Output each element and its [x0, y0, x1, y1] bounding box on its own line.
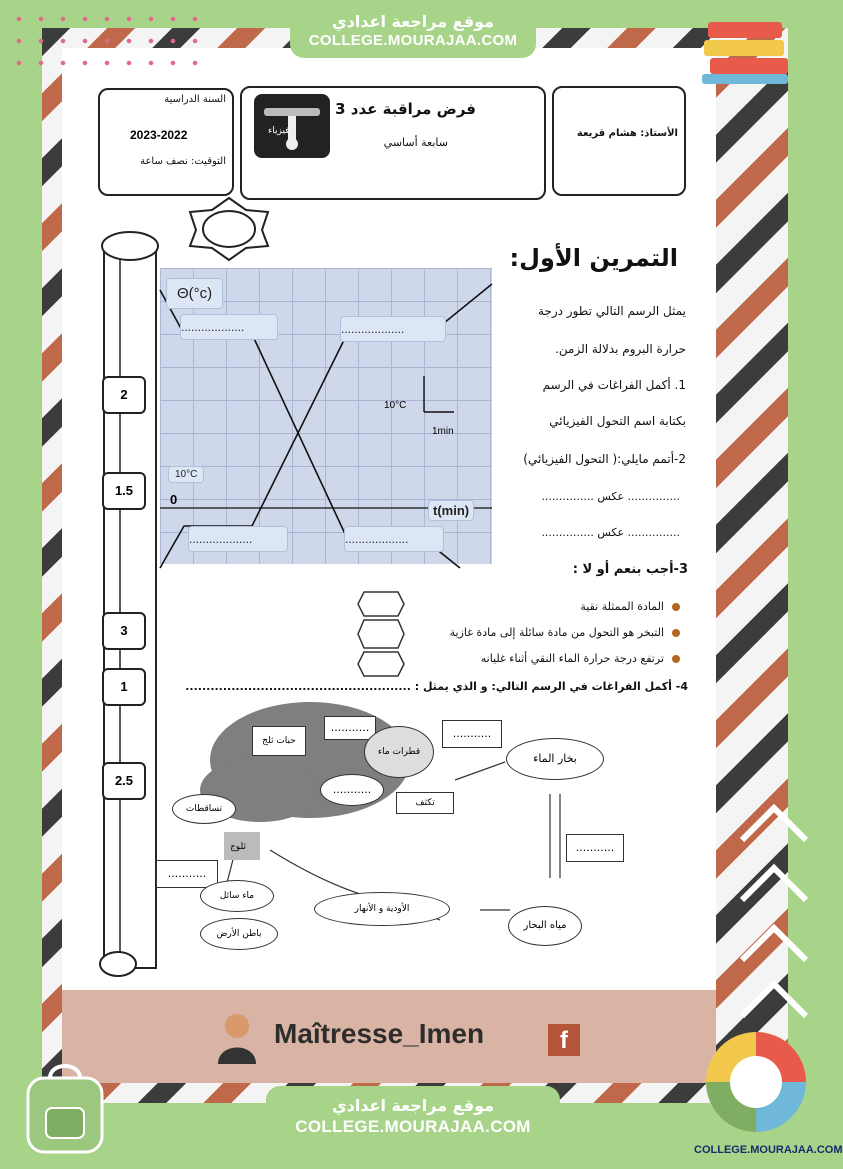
site-url-bottom: COLLEGE.MOURAJAA.COM — [295, 1117, 531, 1136]
duration: التوقيت: نصف ساعة — [140, 156, 226, 167]
score-badge-q3: 3 — [102, 612, 146, 650]
physics-icon — [254, 94, 330, 158]
cycle-blank-4[interactable]: ........... — [156, 860, 218, 888]
header-left-box — [98, 88, 234, 196]
origin-zero: 0 — [170, 492, 178, 507]
graph-blank-1[interactable]: ................... — [180, 314, 278, 340]
cycle-blank-5[interactable]: ........... — [566, 834, 624, 862]
q2-blank-1[interactable]: ............... عكس ............... — [541, 490, 680, 503]
cycle-condensation: تكثف — [396, 792, 454, 814]
scale-time: 1min — [432, 426, 454, 437]
q1-line-2: بكتابة اسم التحول الفيزيائي — [549, 414, 686, 428]
q1-line-1: 1. أكمل الفراغات في الرسم — [542, 378, 686, 392]
bullet-icon — [672, 655, 680, 663]
cycle-blank-1[interactable]: ........... — [324, 716, 376, 740]
score-badge-q2: 1.5 — [102, 472, 146, 510]
intro-line-1: يمثل الرسم التالي تطور درجة — [538, 304, 686, 318]
site-name: موقع مراجعة اعدادي — [331, 12, 495, 31]
q3-item-1-text: المادة الممثلة نقية — [580, 600, 664, 613]
cycle-sea-water: مياه البحار — [508, 906, 582, 946]
graph-blank-4[interactable]: ................... — [344, 526, 444, 552]
graph-blank-3[interactable]: ................... — [188, 526, 288, 552]
cycle-drops: قطرات ماء — [364, 726, 434, 778]
bullet-icon — [672, 629, 680, 637]
scale-unit: 10°C — [384, 400, 407, 411]
chevron-decor-icon — [732, 790, 816, 1020]
q3-item-2 — [450, 626, 680, 639]
cycle-blank-2[interactable]: ........... — [442, 720, 502, 748]
q3-answer-boxes[interactable] — [356, 588, 406, 680]
test-title: فرض مراقبة عدد 3 — [335, 100, 476, 118]
bottom-site-banner[interactable] — [266, 1086, 560, 1148]
temperature-graph — [160, 268, 492, 564]
q3-item-3-text: ترتفع درجة حرارة الماء النقي أثناء غليانه — [480, 652, 664, 665]
books-logo-icon — [700, 16, 796, 88]
cycle-blank-3[interactable]: ........... — [320, 774, 384, 806]
subject: فيزياء — [268, 126, 290, 136]
q3-item-2-text: التبخر هو التحول من مادة سائلة إلى مادة غازية — [449, 626, 664, 639]
footer-bar — [62, 990, 716, 1083]
cycle-snow: حبات ثلج — [252, 726, 306, 756]
decor-shield-icon — [186, 196, 272, 262]
backpack-icon — [18, 1060, 112, 1156]
graph-x-label: t(min) — [428, 500, 474, 521]
graph-blank-2[interactable]: ................... — [340, 316, 446, 342]
q4-label[interactable]: 4- أكمل الفراغات في الرسم التالي: و الذي يمثل : ...................................................... — [185, 680, 688, 693]
temp-tick: 10°C — [168, 466, 204, 483]
bullet-icon — [672, 603, 680, 611]
q3-label: 3-أجب بنعم أو لا : — [572, 562, 688, 577]
cycle-underground: باطن الأرض — [200, 918, 278, 950]
facebook-icon[interactable]: f — [548, 1024, 580, 1056]
header-right-box — [552, 86, 686, 196]
q2-label: 2-أتمم مايلي:( التحول الفيزيائي) — [523, 452, 686, 466]
top-site-banner[interactable] — [290, 6, 536, 58]
score-badge-q4: 2.5 — [102, 762, 146, 800]
level: سابعة أساسي — [383, 136, 448, 149]
cycle-vapor: بخار الماء — [506, 738, 604, 780]
intro-line-2: حرارة البروم بدلالة الزمن. — [555, 342, 686, 356]
brand-name: Maîtresse_Imen — [274, 1018, 485, 1049]
cycle-valleys-rivers: الأودية و الأنهار — [314, 892, 450, 926]
score-badge-q1: 2 — [102, 376, 146, 414]
header-title-box — [240, 86, 546, 200]
q3-item-1 — [580, 600, 680, 613]
score-badge-q3b: 1 — [102, 668, 146, 706]
water-cycle-diagram — [150, 700, 626, 960]
cycle-liquid-water: ماء سائل — [200, 880, 274, 912]
exercise-title: التمرين الأول: — [509, 244, 678, 272]
q3-item-3 — [481, 652, 680, 665]
college-circle-logo-icon — [696, 1024, 820, 1136]
site-name-bottom: موقع مراجعة اعدادي — [331, 1096, 495, 1115]
site-url: COLLEGE.MOURAJAA.COM — [308, 32, 518, 49]
decor-dots — [8, 8, 208, 68]
teacher-name: الأستاذ: هشام قريعة — [576, 128, 678, 139]
cycle-ice: ثلوج — [230, 842, 246, 852]
avatar — [214, 1008, 260, 1064]
school-year: 2023-2022 — [130, 128, 188, 142]
q2-blank-2[interactable]: ............... عكس ............... — [541, 526, 680, 539]
school-year-label: السنة الدراسية — [164, 94, 226, 105]
graph-y-label: Θ(°c) — [166, 278, 223, 309]
college-url-bottom-right[interactable]: COLLEGE.MOURAJAA.COM — [694, 1144, 843, 1156]
cycle-precipitation: تساقطات — [172, 794, 236, 824]
